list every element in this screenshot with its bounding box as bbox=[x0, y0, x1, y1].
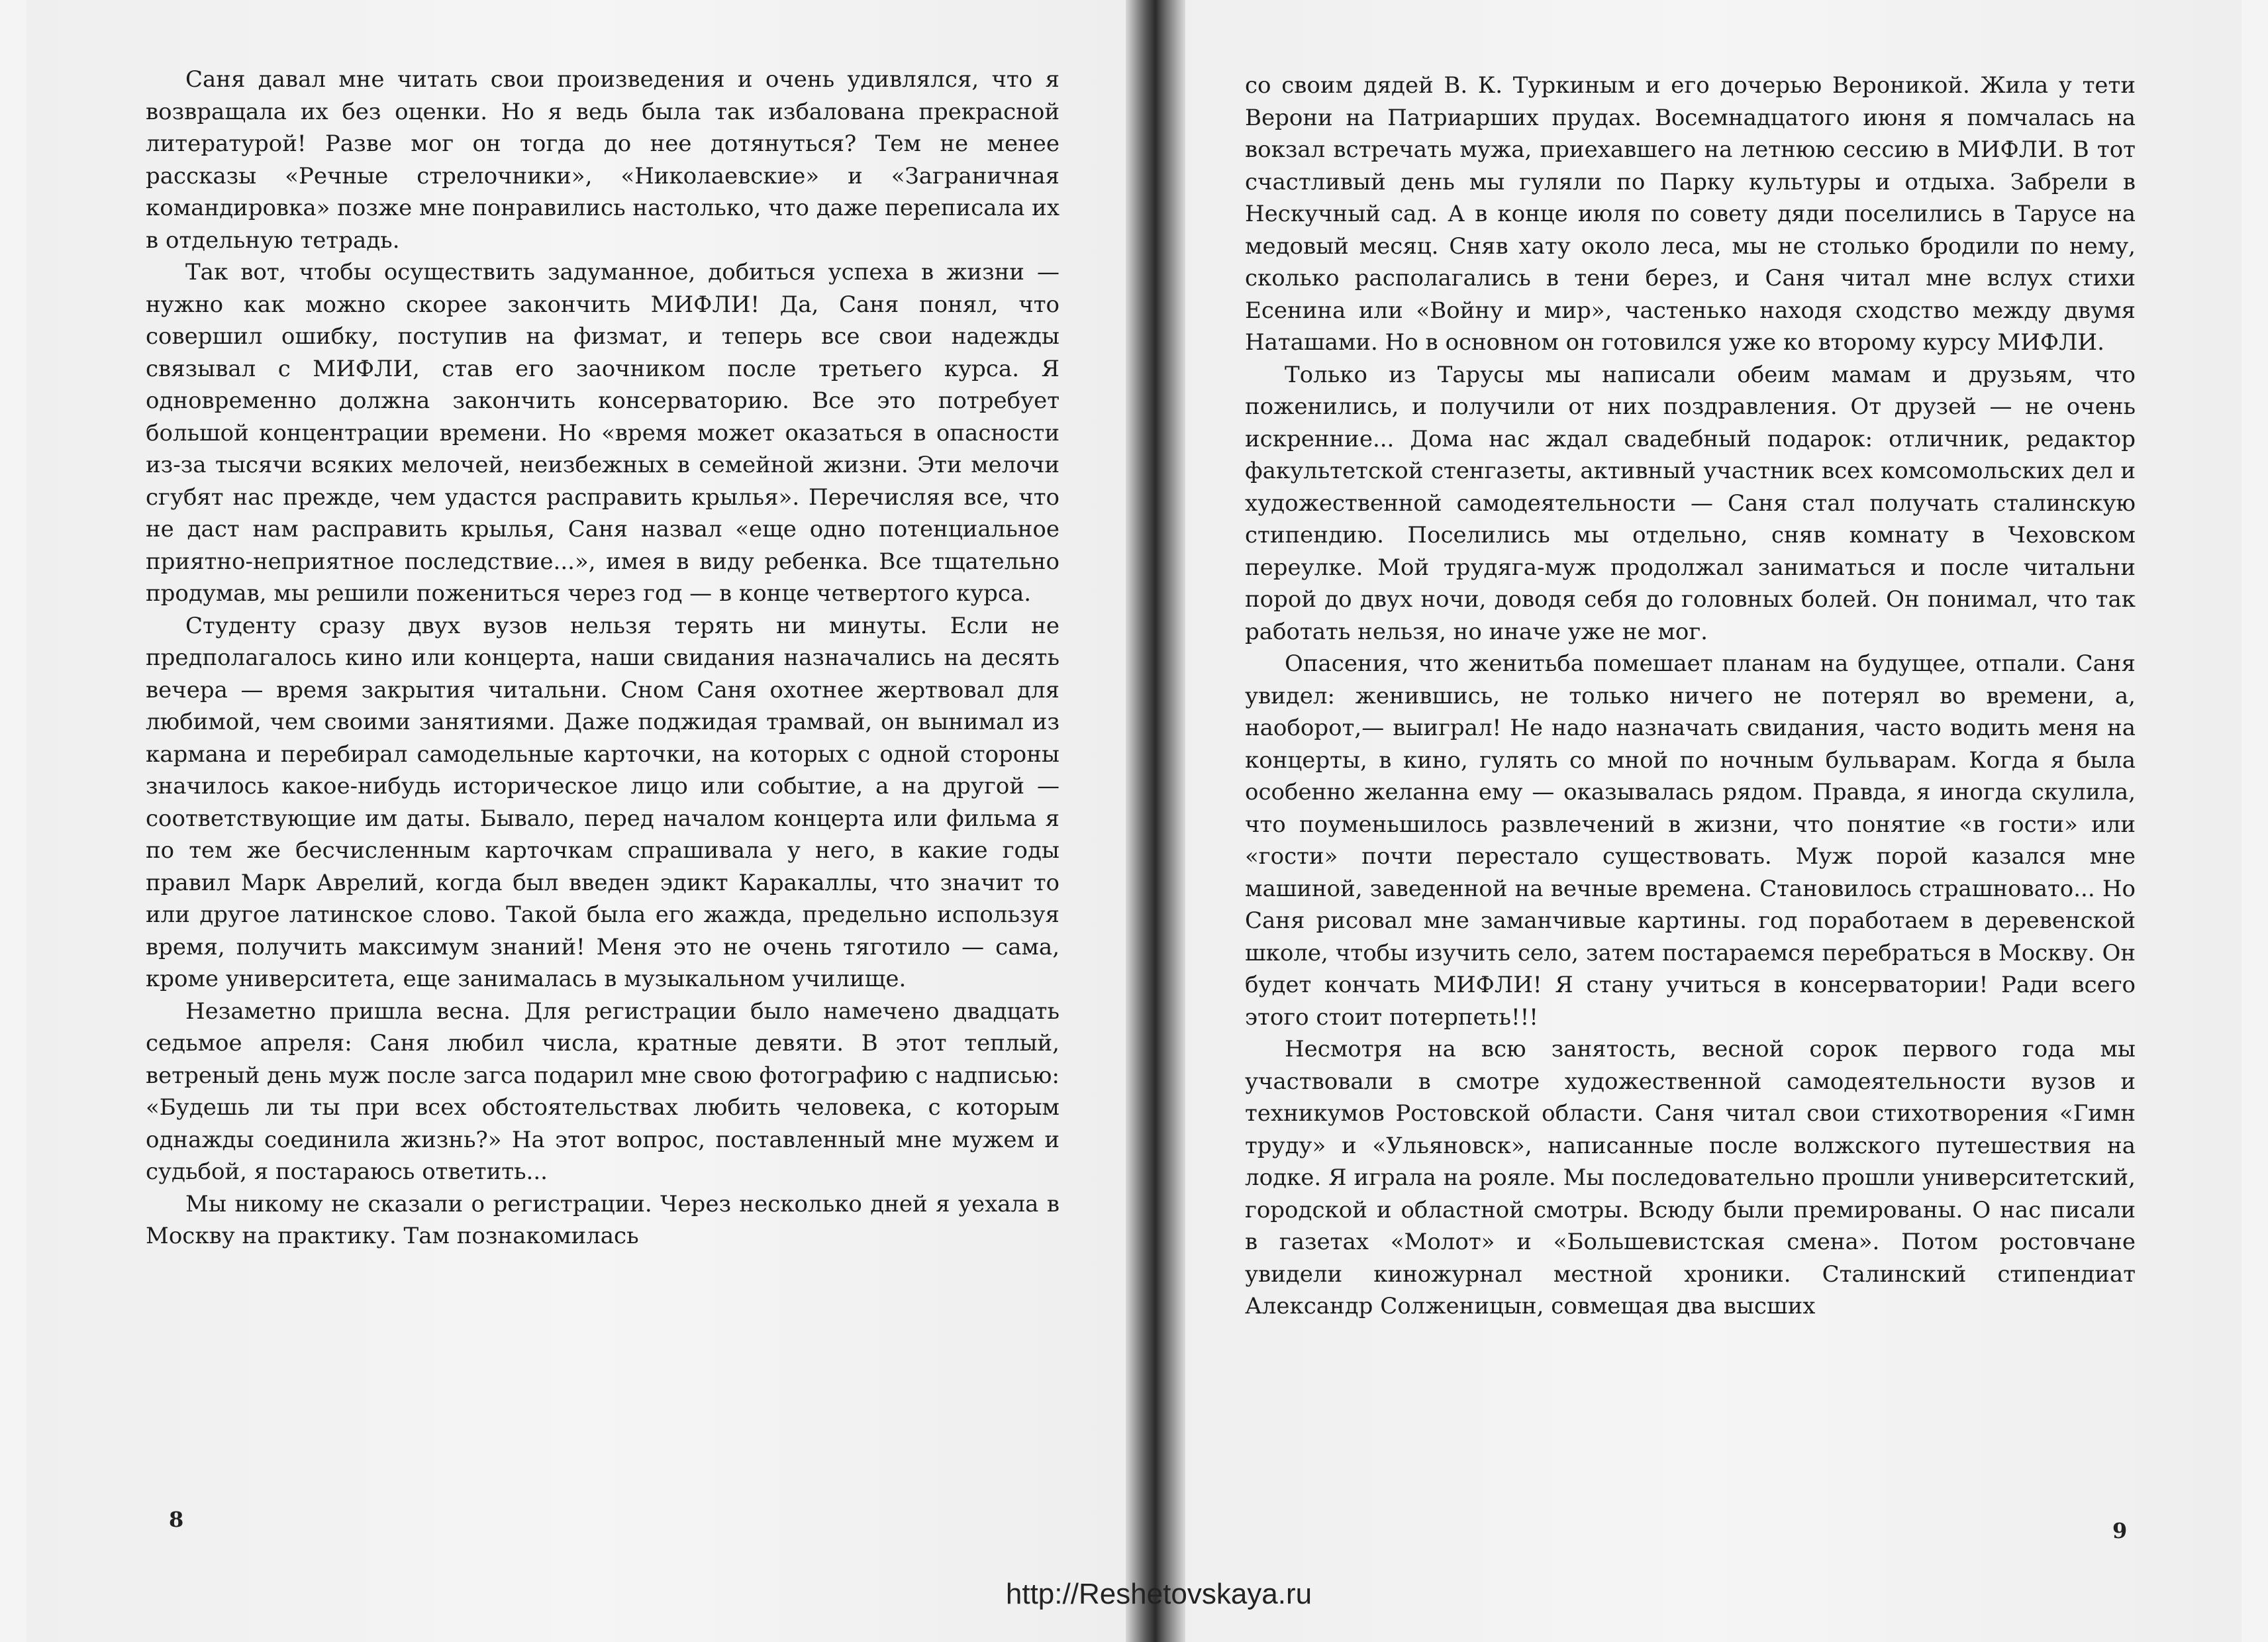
watermark-link[interactable]: http://Reshetovskaya.ru bbox=[1005, 1578, 1312, 1610]
right-page-text bbox=[1245, 70, 2136, 1323]
page-number-right: 9 bbox=[2112, 1518, 2128, 1543]
paragraph: Несмотря на всю занятость, весной сорок первого года мы участвовали в смотре художественной самодеятельности вузов и техникумов Ростовской области. Саня читал свои стихотворения «Гимн труду» и «Ульяновск», написанные после волжского путешествия на лодке. Я играла на рояле. Мы последовательно прошли университетский, городской и областной смотры. Всюду были премированы. О нас писали в газетах «Молот» и «Большевистская смена». Потом ростовчане увидели киножурнал местной хроники. Сталинский стипендиат Александр Солженицын, совмещая два высших bbox=[1245, 1036, 2136, 1319]
left-page-text bbox=[146, 64, 1060, 1253]
paragraph: Мы никому не сказали о регистрации. Через несколько дней я уехала в Москву на практику. Там познакомилась bbox=[146, 1190, 1060, 1249]
paragraph: Незаметно пришла весна. Для регистрации было намечено двадцать седьмое апреля: Саня любил числа, кратные девяти. В этот теплый, ветреный день муж после загса подарил мне свою фотографию с надписью: «Будешь ли ты при всех обстоятельствах любить человека, с которым однажды соединила жизнь?» На этот вопрос, поставленный мне мужем и судьбой, я постараюсь ответить... bbox=[146, 998, 1060, 1185]
paragraph: Студенту сразу двух вузов нельзя терять ни минуты. Если не предполагалось кино или концерта, наши свидания назначались на десять вечера — время закрытия читальни. Сном Саня охотнее жертвовал для любимой, чем своими занятиями. Даже поджидая трамвай, он вынимал из кармана и перебирал самодельные карточки, на которых с одной стороны значилось какое-нибудь историческое лицо или событие, а на другой — соответствующие им даты. Бывало, перед началом концерта или фильма я по тем же бесчисленным карточкам спрашивала у него, в какие годы правил Марк Аврелий, когда был введен эдикт Каракаллы, что значит то или другое латинское слово. Такой была его жажда, предельно используя время, получить максимум знаний! Меня это не очень тяготило — сама, кроме университета, еще занималась в музыкальном училище. bbox=[146, 612, 1060, 992]
page-number-left: 8 bbox=[169, 1507, 184, 1532]
paragraph: Опасения, что женитьба помешает планам на будущее, отпали. Саня увидел: женившись, не только ничего не потерял во времени, а, наоборот,— выиграл! Не надо назначать свидания, часто водить меня на концерты, в кино, гулять со мной по ночным бульварам. Когда я была особенно желанна ему — оказывалась рядом. Правда, я иногда скулила, что поуменьшилось развлечений в жизни, что понятие «в гости» или «гости» почти перестало существовать. Муж порой казался мне машиной, заведенной на вечные времена. Становилось страшновато... Но Саня рисовал мне заманчивые картины. год поработаем в деревенской школе, чтобы изучить село, затем постараемся перебраться в Москву. Он будет кончать МИФЛИ! Я стану учиться в консерватории! Ради всего этого стоит потерпеть!!! bbox=[1245, 650, 2136, 1031]
paragraph: Так вот, чтобы осуществить задуманное, добиться успеха в жизни — нужно как можно скорее закончить МИФЛИ! Да, Саня понял, что совершил ошибку, поступив на физмат, и теперь все свои надежды связывал с МИФЛИ, став его заочником после третьего курса. Я одновременно должна закончить консерваторию. Все это потребует большой концентрации времени. Но «время может оказаться в опасности из-за тысячи всяких мелочей, неизбежных в семейной жизни. Эти мелочи сгубят нас прежде, чем удастся расправить крылья». Перечисляя все, что не даст нам расправить крылья, Саня назвал «еще одно потенциальное приятно-неприятное последствие...», имея в виду ребенка. Все тщательно продумав, мы решили пожениться через год — в конце четвертого курса. bbox=[146, 259, 1060, 607]
book-gutter bbox=[1126, 0, 1185, 1642]
paragraph: Саня давал мне читать свои произведения и очень удивлялся, что я возвращала их без оценки. Но я ведь была так избалована прекрасной литературой! Разве мог он тогда до нее дотянуться? Тем не менее рассказы «Речные стрелочники», «Николаевские» и «Заграничная командировка» позже мне понравились настолько, что даже переписала их в отдельную тетрадь. bbox=[146, 66, 1060, 254]
paragraph-continuation: со своим дядей В. К. Туркиным и его дочерью Вероникой. Жила у тети Верони на Патриарших прудах. Восемнадцатого июня я помчалась на вокзал встречать мужа, приехавшего на летнюю сессию в МИФЛИ. В тот счастливый день мы гуляли по Парку культуры и отдыха. Забрели в Нескучный сад. А в конце июля по совету дяди поселились в Тарусе на медовый месяц. Сняв хату около леса, мы не столько бродили по нему, сколько располагались в тени берез, и Саня читал мне вслух стихи Есенина или «Войну и мир», частенько находя сходство между двумя Наташами. Но в основном он готовился уже ко второму курсу МИФЛИ. bbox=[1245, 72, 2136, 356]
paragraph: Только из Тарусы мы написали обеим мамам и друзьям, что поженились, и получили от них поздравления. От друзей — не очень искренние... Дома нас ждал свадебный подарок: отличник, редактор факультетской стенгазеты, активный участник всех комсомольских дел и художественной самодеятельности — Саня стал получать сталинскую стипендию. Поселились мы отдельно, сняв комнату в Чеховском переулке. Мой трудяга-муж продолжал заниматься и после читальни порой до двух ночи, доводя себя до головных болей. Он понимал, что так работать нельзя, но иначе уже не мог. bbox=[1245, 361, 2136, 645]
